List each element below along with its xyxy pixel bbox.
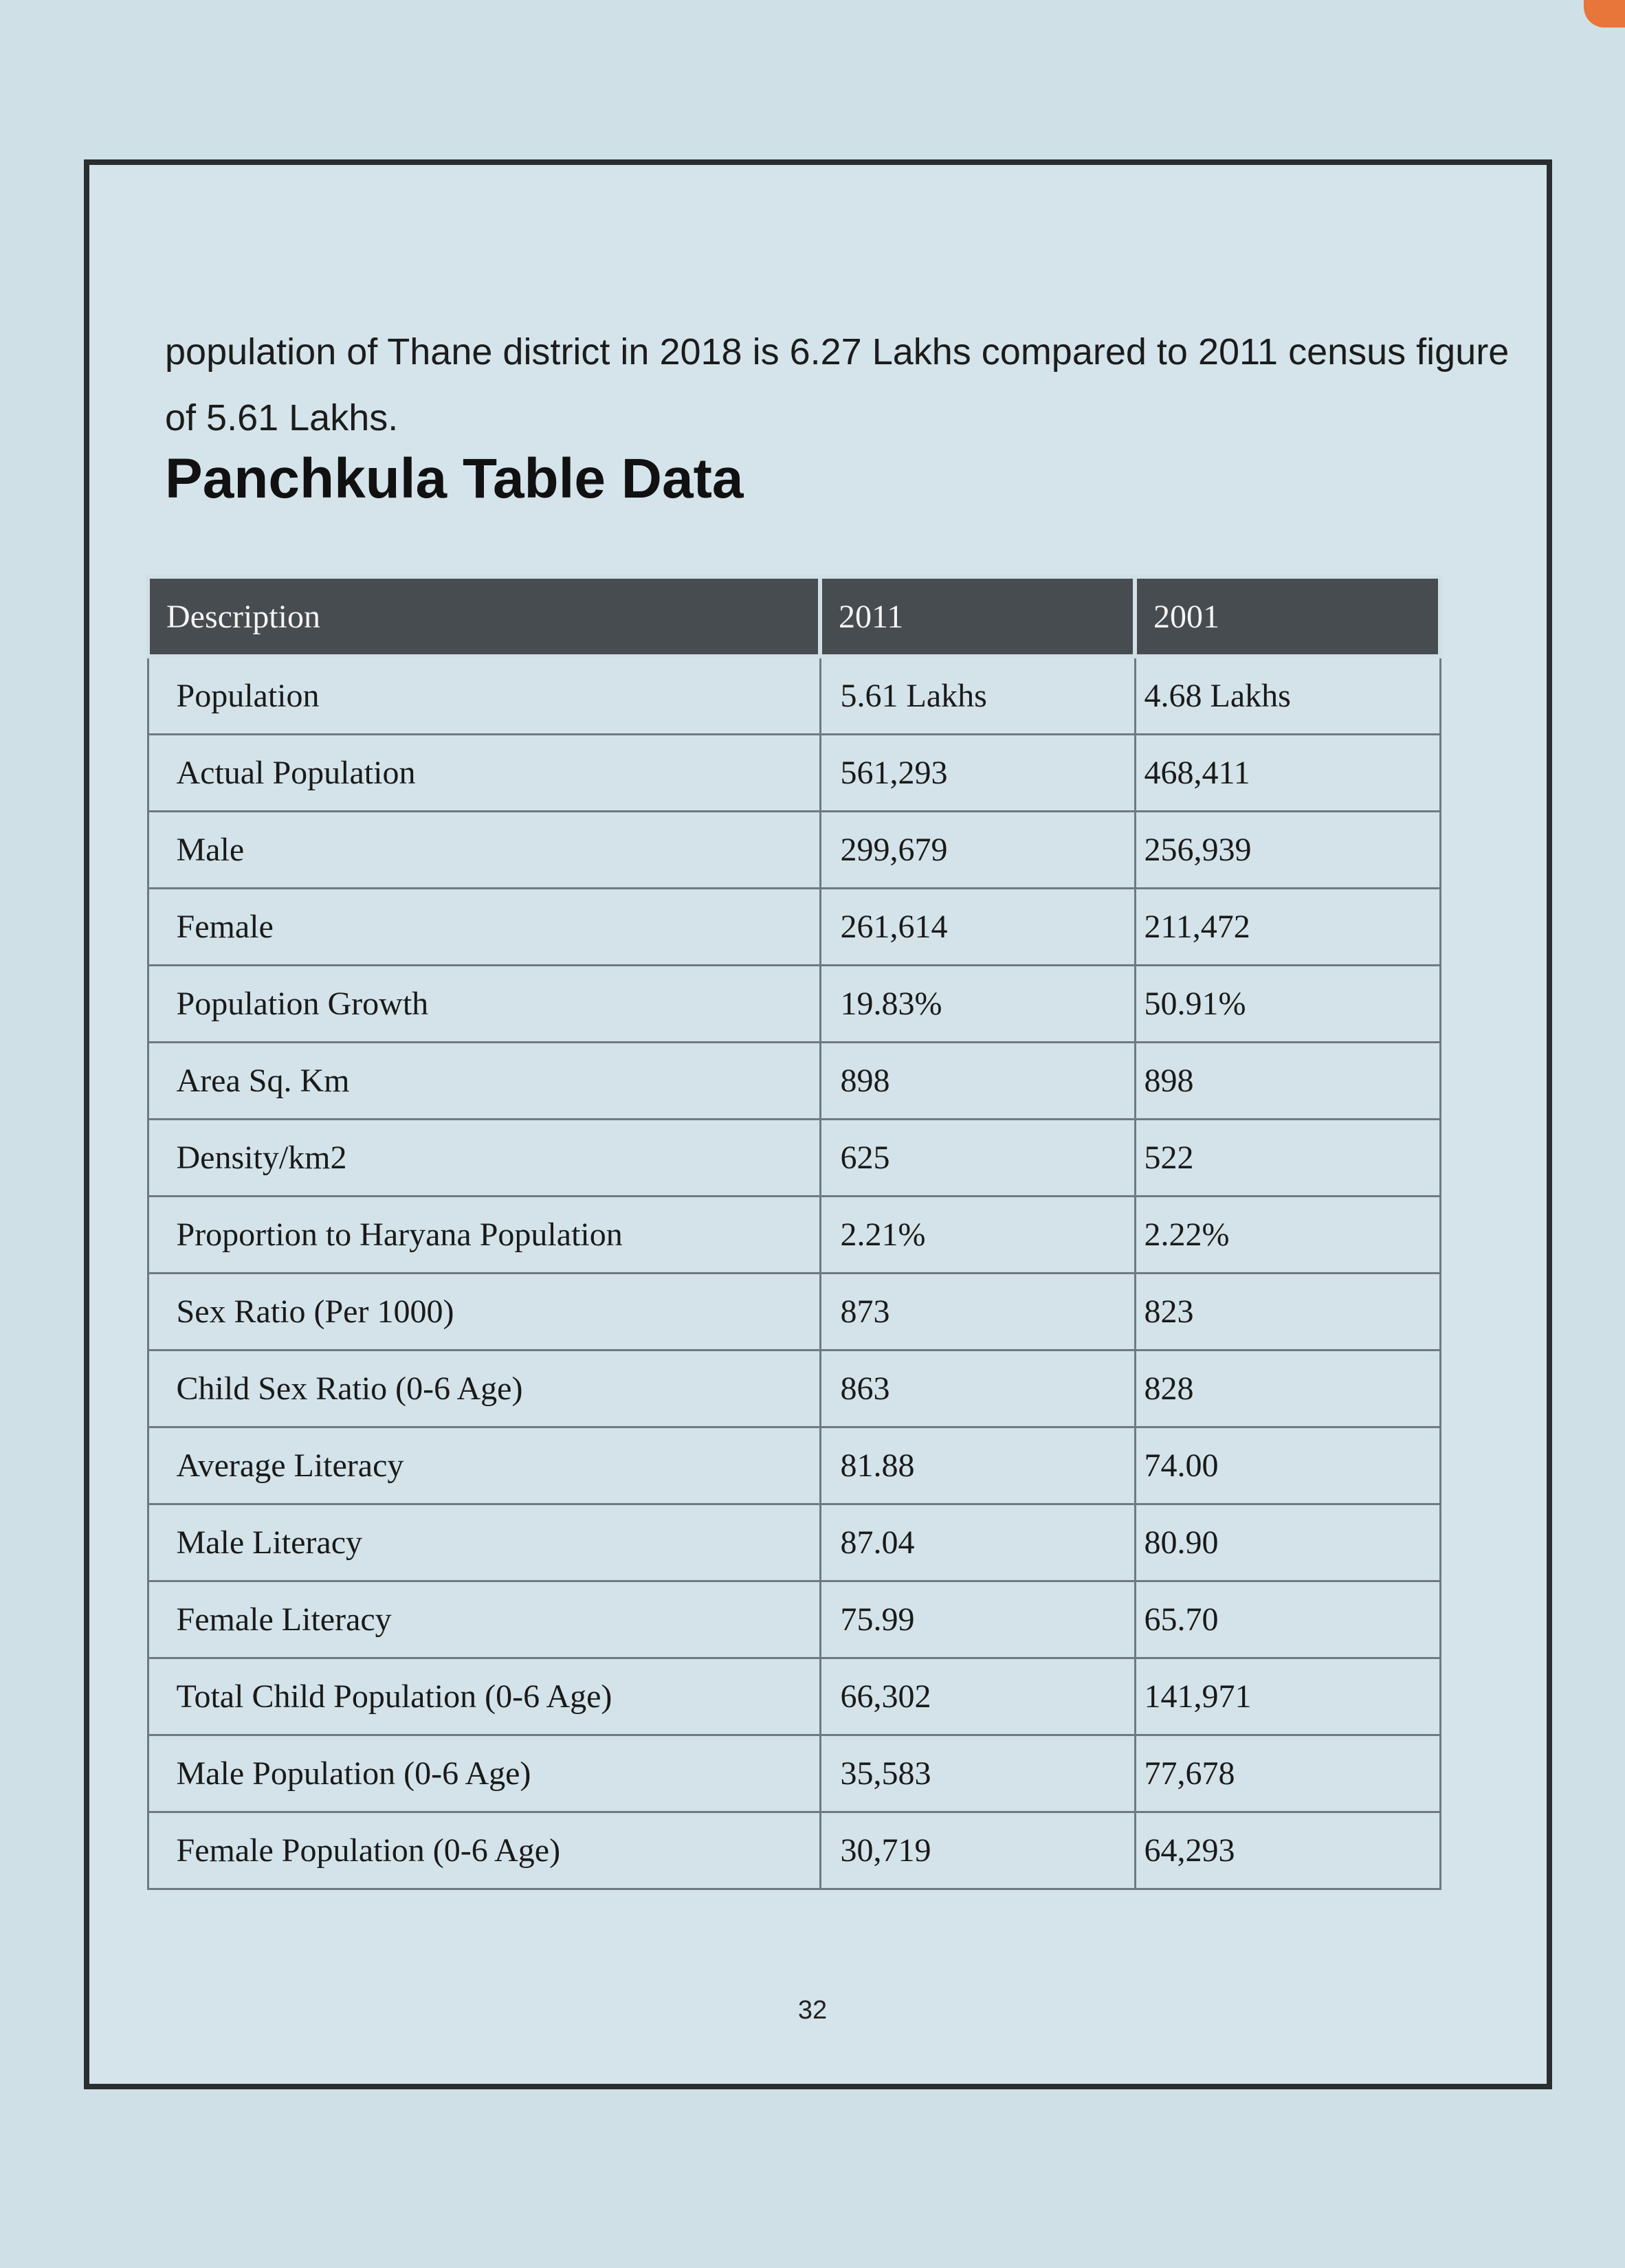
row-description: Average Literacy <box>148 1427 820 1504</box>
row-value-2011: 863 <box>820 1350 1135 1427</box>
row-value-2011: 625 <box>820 1120 1135 1197</box>
row-description: Female Literacy <box>148 1581 820 1658</box>
table-row <box>148 656 1440 735</box>
orange-corner-decoration <box>1584 0 1625 27</box>
row-description: Population Growth <box>148 966 820 1043</box>
table-row <box>148 1427 1440 1504</box>
row-value-2001: 4.68 Lakhs <box>1135 656 1440 735</box>
table-row <box>148 1274 1440 1350</box>
row-value-2011: 66,302 <box>820 1658 1135 1735</box>
row-value-2011: 5.61 Lakhs <box>820 656 1135 735</box>
row-description: Sex Ratio (Per 1000) <box>148 1274 820 1350</box>
row-description: Child Sex Ratio (0-6 Age) <box>148 1350 820 1427</box>
row-value-2001: 522 <box>1135 1120 1440 1197</box>
row-value-2011: 898 <box>820 1043 1135 1120</box>
row-value-2011: 30,719 <box>820 1812 1135 1889</box>
row-value-2011: 87.04 <box>820 1504 1135 1581</box>
row-value-2001: 80.90 <box>1135 1504 1440 1581</box>
column-header-2001: 2001 <box>1135 577 1440 656</box>
table-row <box>148 812 1440 889</box>
row-description: Proportion to Haryana Population <box>148 1197 820 1274</box>
table-row <box>148 1197 1440 1274</box>
table-row <box>148 966 1440 1043</box>
row-value-2001: 211,472 <box>1135 889 1440 966</box>
row-value-2001: 823 <box>1135 1274 1440 1350</box>
row-value-2011: 75.99 <box>820 1581 1135 1658</box>
page-number: 32 <box>797 1996 828 2025</box>
row-value-2011: 873 <box>820 1274 1135 1350</box>
row-description: Male Population (0-6 Age) <box>148 1735 820 1812</box>
column-header-description: Description <box>148 577 820 656</box>
data-table <box>146 575 1442 1890</box>
row-value-2001: 77,678 <box>1135 1735 1440 1812</box>
row-description: Male Literacy <box>148 1504 820 1581</box>
row-value-2001: 898 <box>1135 1043 1440 1120</box>
row-description: Actual Population <box>148 735 820 812</box>
row-value-2001: 468,411 <box>1135 735 1440 812</box>
table-row <box>148 1658 1440 1735</box>
row-description: Population <box>148 656 820 735</box>
table-row <box>148 1504 1440 1581</box>
row-value-2001: 64,293 <box>1135 1812 1440 1889</box>
row-description: Female Population (0-6 Age) <box>148 1812 820 1889</box>
row-value-2001: 256,939 <box>1135 812 1440 889</box>
table-row <box>148 735 1440 812</box>
intro-paragraph: population of Thane district in 2018 is 6.27 Lakhs compared to 2011 census figure of 5.61 Lakhs. <box>165 331 1510 438</box>
row-value-2001: 2.22% <box>1135 1197 1440 1274</box>
row-value-2011: 2.21% <box>820 1197 1135 1274</box>
row-value-2011: 81.88 <box>820 1427 1135 1504</box>
row-value-2001: 74.00 <box>1135 1427 1440 1504</box>
table-header-row <box>148 577 1440 656</box>
page-title: Panchkula Table Data <box>165 447 744 510</box>
table-row <box>148 1581 1440 1658</box>
row-value-2001: 828 <box>1135 1350 1440 1427</box>
row-description: Male <box>148 812 820 889</box>
row-description: Area Sq. Km <box>148 1043 820 1120</box>
row-description: Female <box>148 889 820 966</box>
row-description: Total Child Population (0-6 Age) <box>148 1658 820 1735</box>
row-description: Density/km2 <box>148 1120 820 1197</box>
column-header-2011: 2011 <box>820 577 1135 656</box>
table-row <box>148 1812 1440 1889</box>
row-value-2001: 50.91% <box>1135 966 1440 1043</box>
table-row <box>148 1120 1440 1197</box>
row-value-2011: 299,679 <box>820 812 1135 889</box>
row-value-2001: 141,971 <box>1135 1658 1440 1735</box>
table-row <box>148 1350 1440 1427</box>
row-value-2011: 261,614 <box>820 889 1135 966</box>
row-value-2011: 561,293 <box>820 735 1135 812</box>
row-value-2011: 35,583 <box>820 1735 1135 1812</box>
table-row <box>148 1043 1440 1120</box>
table-row <box>148 1735 1440 1812</box>
row-value-2011: 19.83% <box>820 966 1135 1043</box>
table-row <box>148 889 1440 966</box>
row-value-2001: 65.70 <box>1135 1581 1440 1658</box>
